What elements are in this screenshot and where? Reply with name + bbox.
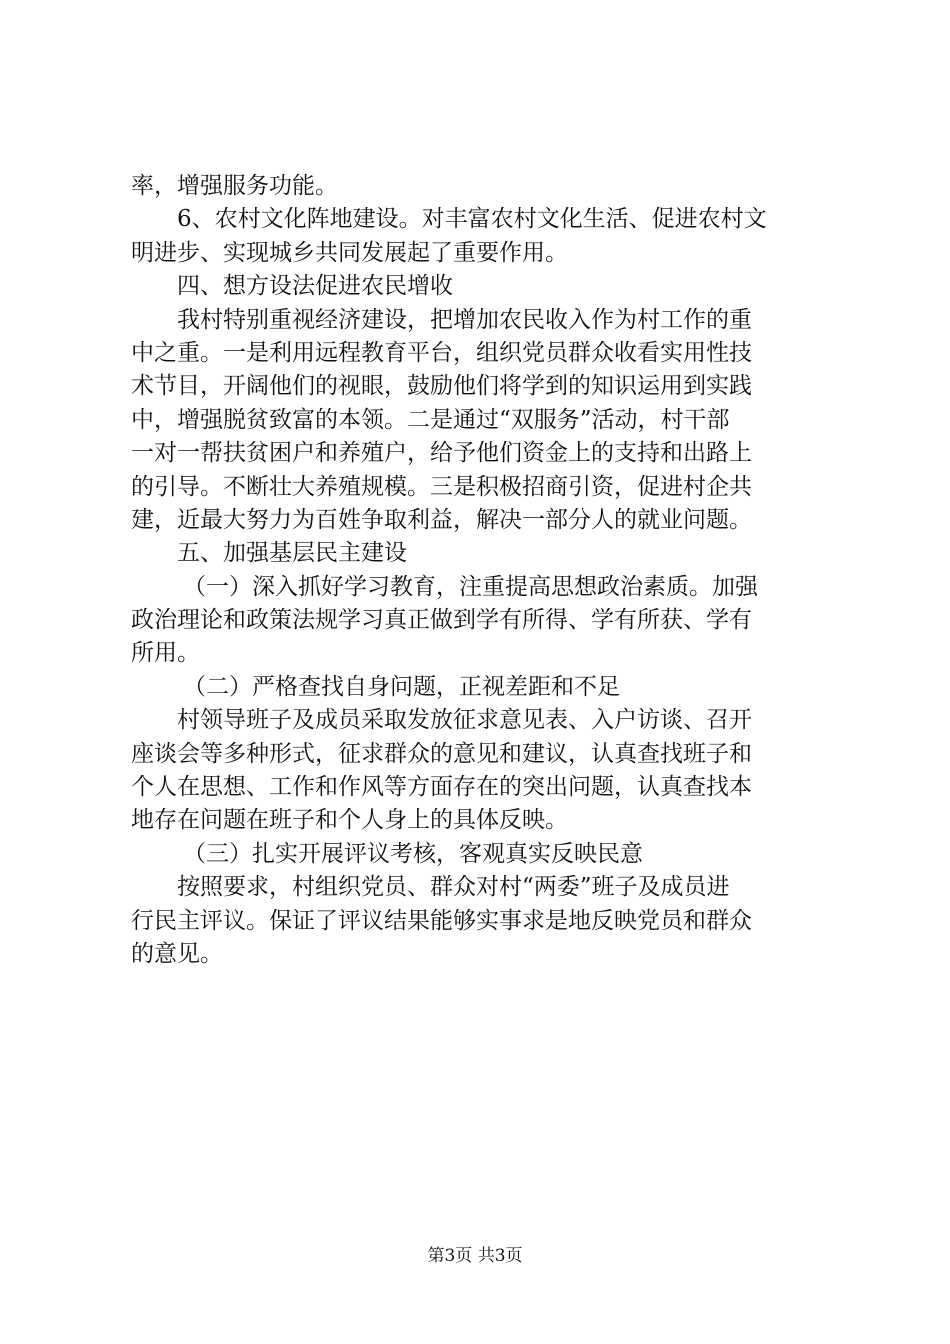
document-body — [131, 170, 831, 971]
text-line: 的意见。 — [131, 940, 223, 967]
text-line: 所用。 — [131, 640, 200, 667]
text-line: 建，近最大努力为百姓争取利益，解决一部分人的就业问题。 — [131, 506, 752, 533]
text-line: 6、农村文化阵地建设。对丰富农村文化生活、促进农村文 — [177, 206, 767, 233]
text-line: 的引导。不断壮大养殖规模。三是积极招商引资，促进村企共 — [131, 473, 752, 500]
text-line: （三）扎实开展评议考核，客观真实反映民意 — [183, 840, 643, 867]
text-line: 四、想方设法促进农民增收 — [177, 273, 453, 300]
text-line: 中，增强脱贫致富的本领。二是通过“双服务”活动，村干部 — [131, 406, 730, 433]
text-line: 座谈会等多种形式，征求群众的意见和建议，认真查找班子和 — [131, 740, 752, 767]
page-footer: 第3页 共3页 — [427, 1246, 523, 1266]
text-line: 术节目，开阔他们的视眼，鼓励他们将学到的知识运用到实践 — [131, 373, 752, 400]
text-line: 我村特别重视经济建设，把增加农民收入作为村工作的重 — [177, 306, 752, 333]
text-line: （一）深入抓好学习教育，注重提高思想政治素质。加强 — [183, 573, 758, 600]
text-line: 个人在思想、工作和作风等方面存在的突出问题，认真查找本 — [131, 774, 752, 801]
text-line: 一对一帮扶贫困户和养殖户，给予他们资金上的支持和出路上 — [131, 440, 752, 467]
text-line: 村领导班子及成员采取发放征求意见表、入户访谈、召开 — [177, 707, 752, 734]
text-line: 明进步、实现城乡共同发展起了重要作用。 — [131, 239, 568, 266]
text-line: （二）严格查找自身问题，正视差距和不足 — [183, 673, 620, 700]
text-line: 行民主评议。保证了评议结果能够实事求是地反映党员和群众 — [131, 907, 752, 934]
text-line: 五、加强基层民主建设 — [177, 540, 407, 567]
text-line: 按照要求，村组织党员、群众对村“两委”班子及成员进 — [177, 874, 730, 901]
text-line: 中之重。一是利用远程教育平台，组织党员群众收看实用性技 — [131, 339, 752, 366]
text-line: 地存在问题在班子和个人身上的具体反映。 — [131, 807, 568, 834]
text-line: 率，增强服务功能。 — [131, 173, 338, 199]
text-line: 政治理论和政策法规学习真正做到学有所得、学有所获、学有 — [131, 607, 752, 634]
